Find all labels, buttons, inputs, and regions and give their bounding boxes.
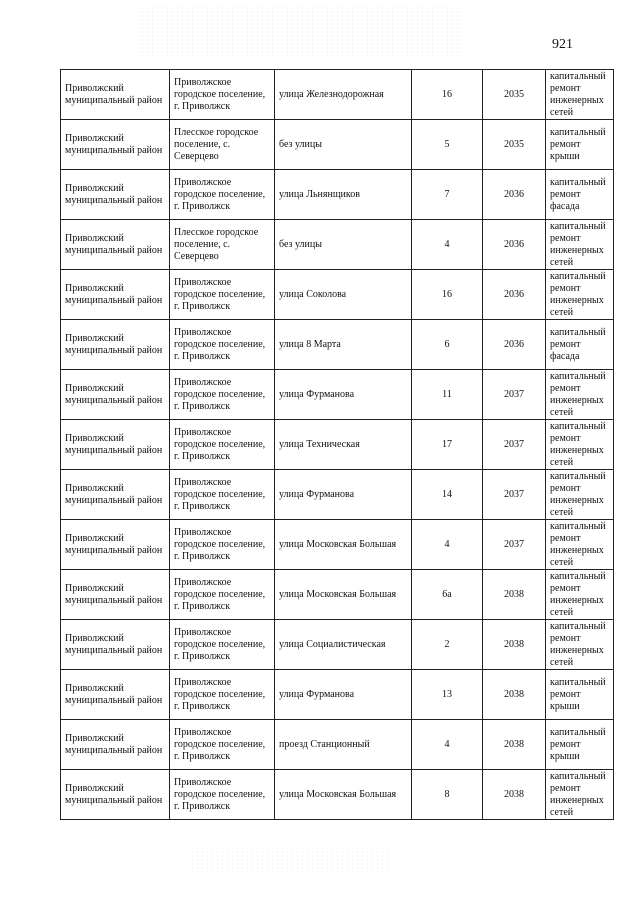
district-cell: Приволжский муниципальный район: [61, 270, 170, 320]
year-cell: 2037: [483, 470, 546, 520]
district-cell: Приволжский муниципальный район: [61, 470, 170, 520]
table-row: [61, 120, 614, 170]
page-number: 921: [552, 37, 573, 52]
year-cell: 2037: [483, 420, 546, 470]
work-type-cell: капитальный ремонт инженерных сетей: [546, 470, 614, 520]
table-row: [61, 220, 614, 270]
year-cell: 2036: [483, 170, 546, 220]
house-number-cell: 16: [412, 270, 483, 320]
table-row: [61, 670, 614, 720]
table-row: [61, 70, 614, 120]
settlement-cell: Приволжское городское поселение, г. Приволжск: [170, 570, 275, 620]
year-cell: 2035: [483, 120, 546, 170]
settlement-cell: Приволжское городское поселение, г. Приволжск: [170, 170, 275, 220]
district-cell: Приволжский муниципальный район: [61, 320, 170, 370]
house-number-cell: 6а: [412, 570, 483, 620]
scan-artifact: [190, 850, 390, 872]
street-cell: улица Московская Большая: [275, 570, 412, 620]
house-number-cell: 4: [412, 220, 483, 270]
table-row: [61, 420, 614, 470]
settlement-cell: Приволжское городское поселение, г. Приволжск: [170, 270, 275, 320]
settlement-cell: Приволжское городское поселение, г. Приволжск: [170, 320, 275, 370]
settlement-cell: Приволжское городское поселение, г. Приволжск: [170, 720, 275, 770]
district-cell: Приволжский муниципальный район: [61, 70, 170, 120]
house-number-cell: 11: [412, 370, 483, 420]
street-cell: улица 8 Марта: [275, 320, 412, 370]
district-cell: Приволжский муниципальный район: [61, 620, 170, 670]
work-type-cell: капитальный ремонт инженерных сетей: [546, 520, 614, 570]
district-cell: Приволжский муниципальный район: [61, 720, 170, 770]
street-cell: улица Соколова: [275, 270, 412, 320]
district-cell: Приволжский муниципальный район: [61, 370, 170, 420]
street-cell: улица Железнодорожная: [275, 70, 412, 120]
work-type-cell: капитальный ремонт инженерных сетей: [546, 770, 614, 820]
district-cell: Приволжский муниципальный район: [61, 570, 170, 620]
settlement-cell: Приволжское городское поселение, г. Приволжск: [170, 670, 275, 720]
district-cell: Приволжский муниципальный район: [61, 120, 170, 170]
year-cell: 2038: [483, 770, 546, 820]
work-type-cell: капитальный ремонт крыши: [546, 720, 614, 770]
house-number-cell: 8: [412, 770, 483, 820]
table-row: [61, 770, 614, 820]
street-cell: без улицы: [275, 220, 412, 270]
district-cell: Приволжский муниципальный район: [61, 170, 170, 220]
settlement-cell: Плесское городское поселение, с. Северцево: [170, 220, 275, 270]
table-row: [61, 470, 614, 520]
house-number-cell: 5: [412, 120, 483, 170]
year-cell: 2038: [483, 620, 546, 670]
house-number-cell: 13: [412, 670, 483, 720]
year-cell: 2038: [483, 720, 546, 770]
house-number-cell: 14: [412, 470, 483, 520]
work-type-cell: капитальный ремонт фасада: [546, 320, 614, 370]
year-cell: 2035: [483, 70, 546, 120]
street-cell: улица Фурманова: [275, 370, 412, 420]
district-cell: Приволжский муниципальный район: [61, 670, 170, 720]
house-number-cell: 16: [412, 70, 483, 120]
settlement-cell: Приволжское городское поселение, г. Приволжск: [170, 770, 275, 820]
settlement-cell: Приволжское городское поселение, г. Приволжск: [170, 370, 275, 420]
house-number-cell: 17: [412, 420, 483, 470]
work-type-cell: капитальный ремонт инженерных сетей: [546, 270, 614, 320]
table-row: [61, 720, 614, 770]
house-number-cell: 6: [412, 320, 483, 370]
repair-schedule-table: [60, 69, 614, 820]
table-row: [61, 520, 614, 570]
street-cell: улица Фурманова: [275, 470, 412, 520]
year-cell: 2037: [483, 520, 546, 570]
street-cell: проезд Станционный: [275, 720, 412, 770]
street-cell: улица Московская Большая: [275, 770, 412, 820]
work-type-cell: капитальный ремонт крыши: [546, 670, 614, 720]
work-type-cell: капитальный ремонт инженерных сетей: [546, 620, 614, 670]
district-cell: Приволжский муниципальный район: [61, 420, 170, 470]
settlement-cell: Приволжское городское поселение, г. Приволжск: [170, 520, 275, 570]
table-row: [61, 170, 614, 220]
work-type-cell: капитальный ремонт инженерных сетей: [546, 220, 614, 270]
settlement-cell: Приволжское городское поселение, г. Приволжск: [170, 470, 275, 520]
year-cell: 2038: [483, 670, 546, 720]
street-cell: улица Фурманова: [275, 670, 412, 720]
work-type-cell: капитальный ремонт фасада: [546, 170, 614, 220]
district-cell: Приволжский муниципальный район: [61, 770, 170, 820]
street-cell: без улицы: [275, 120, 412, 170]
year-cell: 2037: [483, 370, 546, 420]
table-row: [61, 620, 614, 670]
year-cell: 2036: [483, 320, 546, 370]
house-number-cell: 2: [412, 620, 483, 670]
work-type-cell: капитальный ремонт инженерных сетей: [546, 570, 614, 620]
table-row: [61, 370, 614, 420]
work-type-cell: капитальный ремонт инженерных сетей: [546, 370, 614, 420]
house-number-cell: 4: [412, 720, 483, 770]
settlement-cell: Приволжское городское поселение, г. Приволжск: [170, 420, 275, 470]
scan-artifact: [140, 6, 460, 56]
house-number-cell: 7: [412, 170, 483, 220]
settlement-cell: Приволжское городское поселение, г. Приволжск: [170, 70, 275, 120]
work-type-cell: капитальный ремонт крыши: [546, 120, 614, 170]
year-cell: 2036: [483, 220, 546, 270]
work-type-cell: капитальный ремонт инженерных сетей: [546, 420, 614, 470]
settlement-cell: Приволжское городское поселение, г. Приволжск: [170, 620, 275, 670]
district-cell: Приволжский муниципальный район: [61, 220, 170, 270]
table-row: [61, 270, 614, 320]
table-row: [61, 320, 614, 370]
settlement-cell: Плесское городское поселение, с. Северцево: [170, 120, 275, 170]
year-cell: 2038: [483, 570, 546, 620]
street-cell: улица Техническая: [275, 420, 412, 470]
street-cell: улица Социалистическая: [275, 620, 412, 670]
street-cell: улица Льнянщиков: [275, 170, 412, 220]
house-number-cell: 4: [412, 520, 483, 570]
street-cell: улица Московская Большая: [275, 520, 412, 570]
work-type-cell: капитальный ремонт инженерных сетей: [546, 70, 614, 120]
year-cell: 2036: [483, 270, 546, 320]
table-row: [61, 570, 614, 620]
district-cell: Приволжский муниципальный район: [61, 520, 170, 570]
